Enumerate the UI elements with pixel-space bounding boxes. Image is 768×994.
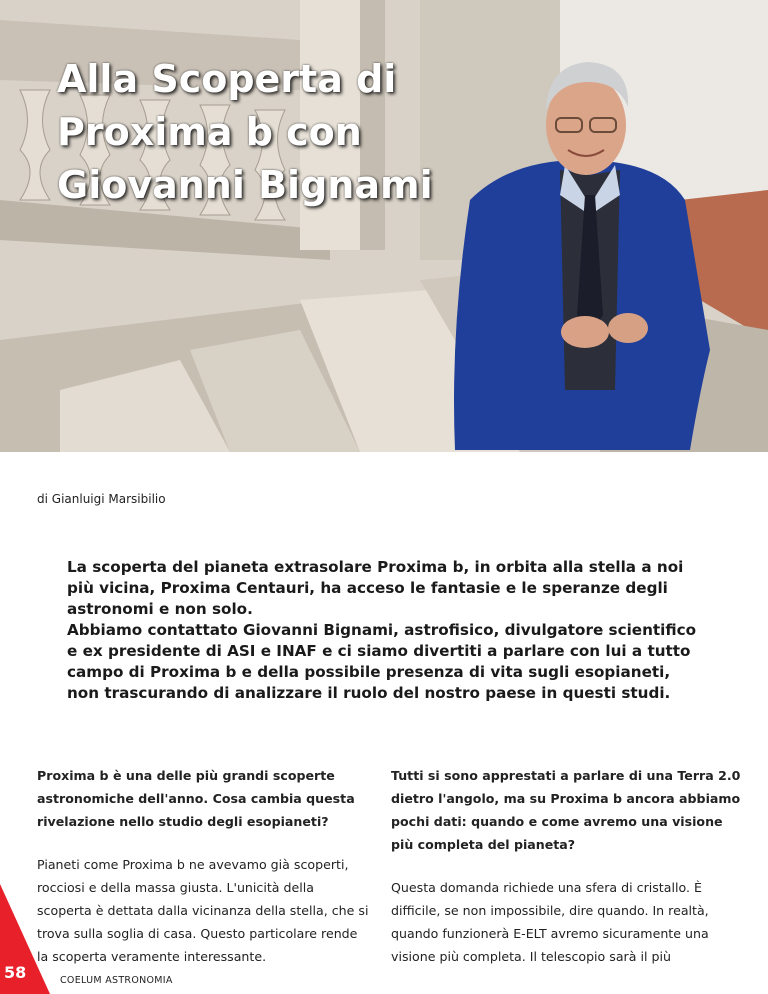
magazine-name: COELUM ASTRONOMIA [60,975,173,986]
interview-question: Proxima b è una delle più grandi scoperte astronomiche dell'anno. Cosa cambia questa rivelazione nello studio degli esopianeti? [37,768,355,829]
byline: di Gianluigi Marsibilio [37,492,166,506]
page-number: 58 [4,963,27,982]
left-column [37,764,372,968]
interview-question: Tutti si sono apprestati a parlare di una Terra 2.0 dietro l'angolo, ma su Proxima b ancora abbiamo pochi dati: quando e come avremo una visione più completa del pianeta? [391,768,741,852]
hero-photo [0,0,768,452]
intro-paragraph: La scoperta del pianeta extrasolare Proxima b, in orbita alla stella a noi più vicina, Proxima Centauri, ha acceso le fantasie e le speranze degli astronomi e non solo. [67,558,684,618]
interview-answer: Questa domanda richiede una sfera di cristallo. È difficile, se non impossibile, dire quando. In realtà, quando funzionerà E-ELT avremo sicuramente una visione più completa. Il telescopio sarà il più [391,880,709,964]
intro-paragraph: Abbiamo contattato Giovanni Bignami, astrofisico, divulgatore scientifico e ex presidente di ASI e INAF e ci siamo divertiti a parlare con lui a tutto campo di Proxima b e della possibile presenza di vita sugli esopianeti, non trascurando di analizzare il ruolo del nostro paese in questi studi. [67,621,697,702]
interview-answer: Pianeti come Proxima b ne avevamo già scoperti, rocciosi e della massa giusta. L'unicità della scoperta è dettata dalla vicinanza della stella, che si trova sulla soglia di casa. Questo particolare rende la scoperta veramente interessante. [37,857,369,964]
article-title: Alla Scoperta di Proxima b con Giovanni Bignami [57,57,433,207]
article-intro [67,557,707,704]
right-column [391,764,741,968]
